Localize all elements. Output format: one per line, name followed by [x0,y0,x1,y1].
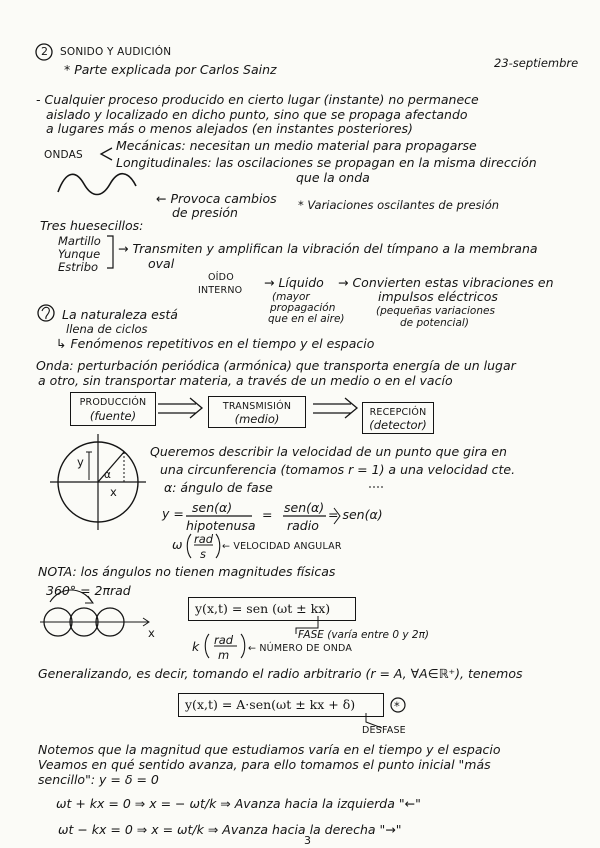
produccion-box [70,392,156,426]
omega-label: ← VELOCIDAD ANGULAR [222,541,342,552]
circle-y-marker [86,452,92,480]
circle-radius [98,452,124,482]
circle-y-label: y [77,455,84,469]
oido-convierten-1: → Convierten estas vibraciones en [338,275,554,290]
chain-x-label: x [148,626,155,640]
circle-x-label: x [110,485,117,499]
recepcion-title: RECEPCIÓN [369,407,427,418]
equals-sign: = [262,507,273,522]
general-star: * [394,699,400,713]
produccion-sub: (fuente) [89,409,137,423]
k-symbol: k [192,639,200,654]
sine-wave-drawing [58,174,136,195]
circle-text-1: Queremos describir la velocidad de un punto que gira en [150,444,507,459]
onda-def-line-2: a otro, sin transportar materia, a través de un medio o en el vacío [38,373,453,388]
ondas-longitudinales-1: Longitudinales: las oscilaciones se propagan en la misma dirección [116,155,537,170]
ondas-label: ONDAS [44,149,83,161]
section-number: 2 [41,45,48,58]
naturaleza-line-1: La naturaleza está [62,307,178,322]
page-subtitle: * Parte explicada por Carlos Sainz [64,62,277,77]
nota-text: NOTA: los ángulos no tienen magnitudes físicas [38,564,336,579]
notemos-line-1: Notemos que la magnitud que estudiamos varía en el tiempo y el espacio [38,742,501,757]
oido-liquido: → Líquido [264,275,324,290]
desfase-label: DESFASE [362,725,406,736]
wave-equation-box [188,597,356,621]
huesecillos-bracket [107,236,113,268]
hueso-yunque: Yunque [58,247,101,261]
wave-equation: y(x,t) = sen (ωt ± kx) [195,601,331,616]
sin-result: = sen(α) [328,507,383,522]
oido-label-2: INTERNO [198,285,243,296]
naturaleza-line-2: llena de ciclos [66,322,148,336]
onda-def-line-1: Onda: perturbación periódica (armónica) que transporta energía de un lugar [36,358,516,373]
frac2-numerator: sen(α) [284,500,325,515]
circle-alpha-label: α [104,469,111,481]
flow-arrow-2 [313,398,357,418]
ear-icon-inner [42,307,49,319]
frac1-numerator: sen(α) [192,500,233,515]
general-text: Generalizando, es decir, tomando el radio arbitrario (r = A, ∀A∈ℝ⁺), tenemos [38,666,523,681]
general-equation: y(x,t) = A·sen(ωt ± kx + δ) [185,697,356,712]
intro-line-3: a lugares más o menos alejados (en instantes posteriores) [46,121,413,136]
k-numerator: rad [214,633,234,647]
oido-convierten-4: de potencial) [400,317,469,329]
frac2-denominator: radio [287,518,319,533]
transmision-title: TRANSMISIÓN [222,401,292,412]
page-date: 23-septiembre [494,56,579,70]
omega-numerator: rad [194,532,214,546]
general-equation-box [178,693,384,717]
huesecillos-arrow-2: oval [148,256,175,271]
hueso-martillo: Martillo [58,234,101,248]
huesecillos-arrow-1: → Transmiten y amplifican la vibración del tímpano a la membrana [118,241,538,256]
circle-text-2: una circunferencia (tomamos r = 1) a una velocidad cte. [160,462,516,477]
page-title: SONIDO Y AUDICIÓN [60,46,172,58]
hueso-estribo: Estribo [58,260,99,274]
ondas-longitudinales-2: que la onda [296,170,370,185]
presion-text-2: de presión [172,205,238,220]
ondas-mecanicas: Mecánicas: necesitan un medio material para propagarse [116,138,477,153]
presion-text-1: ← Provoca cambios [156,191,277,206]
nota-degrees: 360° = 2πrad [46,583,131,598]
page-number: 3 [304,834,311,847]
flow-arrow-1 [158,398,202,418]
omega-symbol: ω [172,537,183,552]
oido-label-1: OÍDO [208,272,234,283]
oido-liquido-note-2: propagación [270,302,336,314]
direction-equation-left: ωt + kx = 0 ⇒ x = − ωt/k ⇒ Avanza hacia la izquierda "←" [56,796,421,811]
k-description: ← NÚMERO DE ONDA [248,643,353,654]
recepcion-sub: (detector) [369,418,427,432]
oido-liquido-note-1: (mayor [272,291,310,303]
oido-liquido-note-3: que en el aire) [268,313,345,325]
presion-note: * Variaciones oscilantes de presión [298,198,500,212]
notemos-line-2: Veamos en qué sentido avanza, para ello tomamos el punto inicial "más [38,757,491,772]
omega-denominator: s [200,547,206,561]
produccion-title: PRODUCCIÓN [79,397,147,408]
fase-label: FASE (varía entre 0 y 2π) [298,629,430,641]
y-equation-lhs: y = [162,506,184,521]
oido-convierten-3: (pequeñas variaciones [376,305,495,317]
notemos-line-3: sencillo": y = δ = 0 [38,772,159,787]
oido-convierten-2: impulsos eléctricos [378,289,498,304]
recepcion-box [362,402,434,434]
transmision-box [208,396,306,428]
alpha-definition: α: ángulo de fase [164,480,273,495]
frac1-denominator: hipotenusa [186,518,256,533]
transmision-sub: (medio) [234,412,280,426]
intro-line-2: aislado y localizado en dicho punto, sino que se propaga afectando [46,107,468,122]
naturaleza-line-3: ↳ Fenómenos repetitivos en el tiempo y el espacio [56,336,375,351]
k-denominator: m [218,648,230,662]
direction-equation-right: ωt − kx = 0 ⇒ x = ωt/k ⇒ Avanza hacia la derecha "→" [58,822,402,837]
intro-line-1: - Cualquier proceso producido en cierto lugar (instante) no permanece [36,92,479,107]
ondas-brace [101,148,112,160]
huesecillos-title: Tres huesecillos: [40,218,144,233]
